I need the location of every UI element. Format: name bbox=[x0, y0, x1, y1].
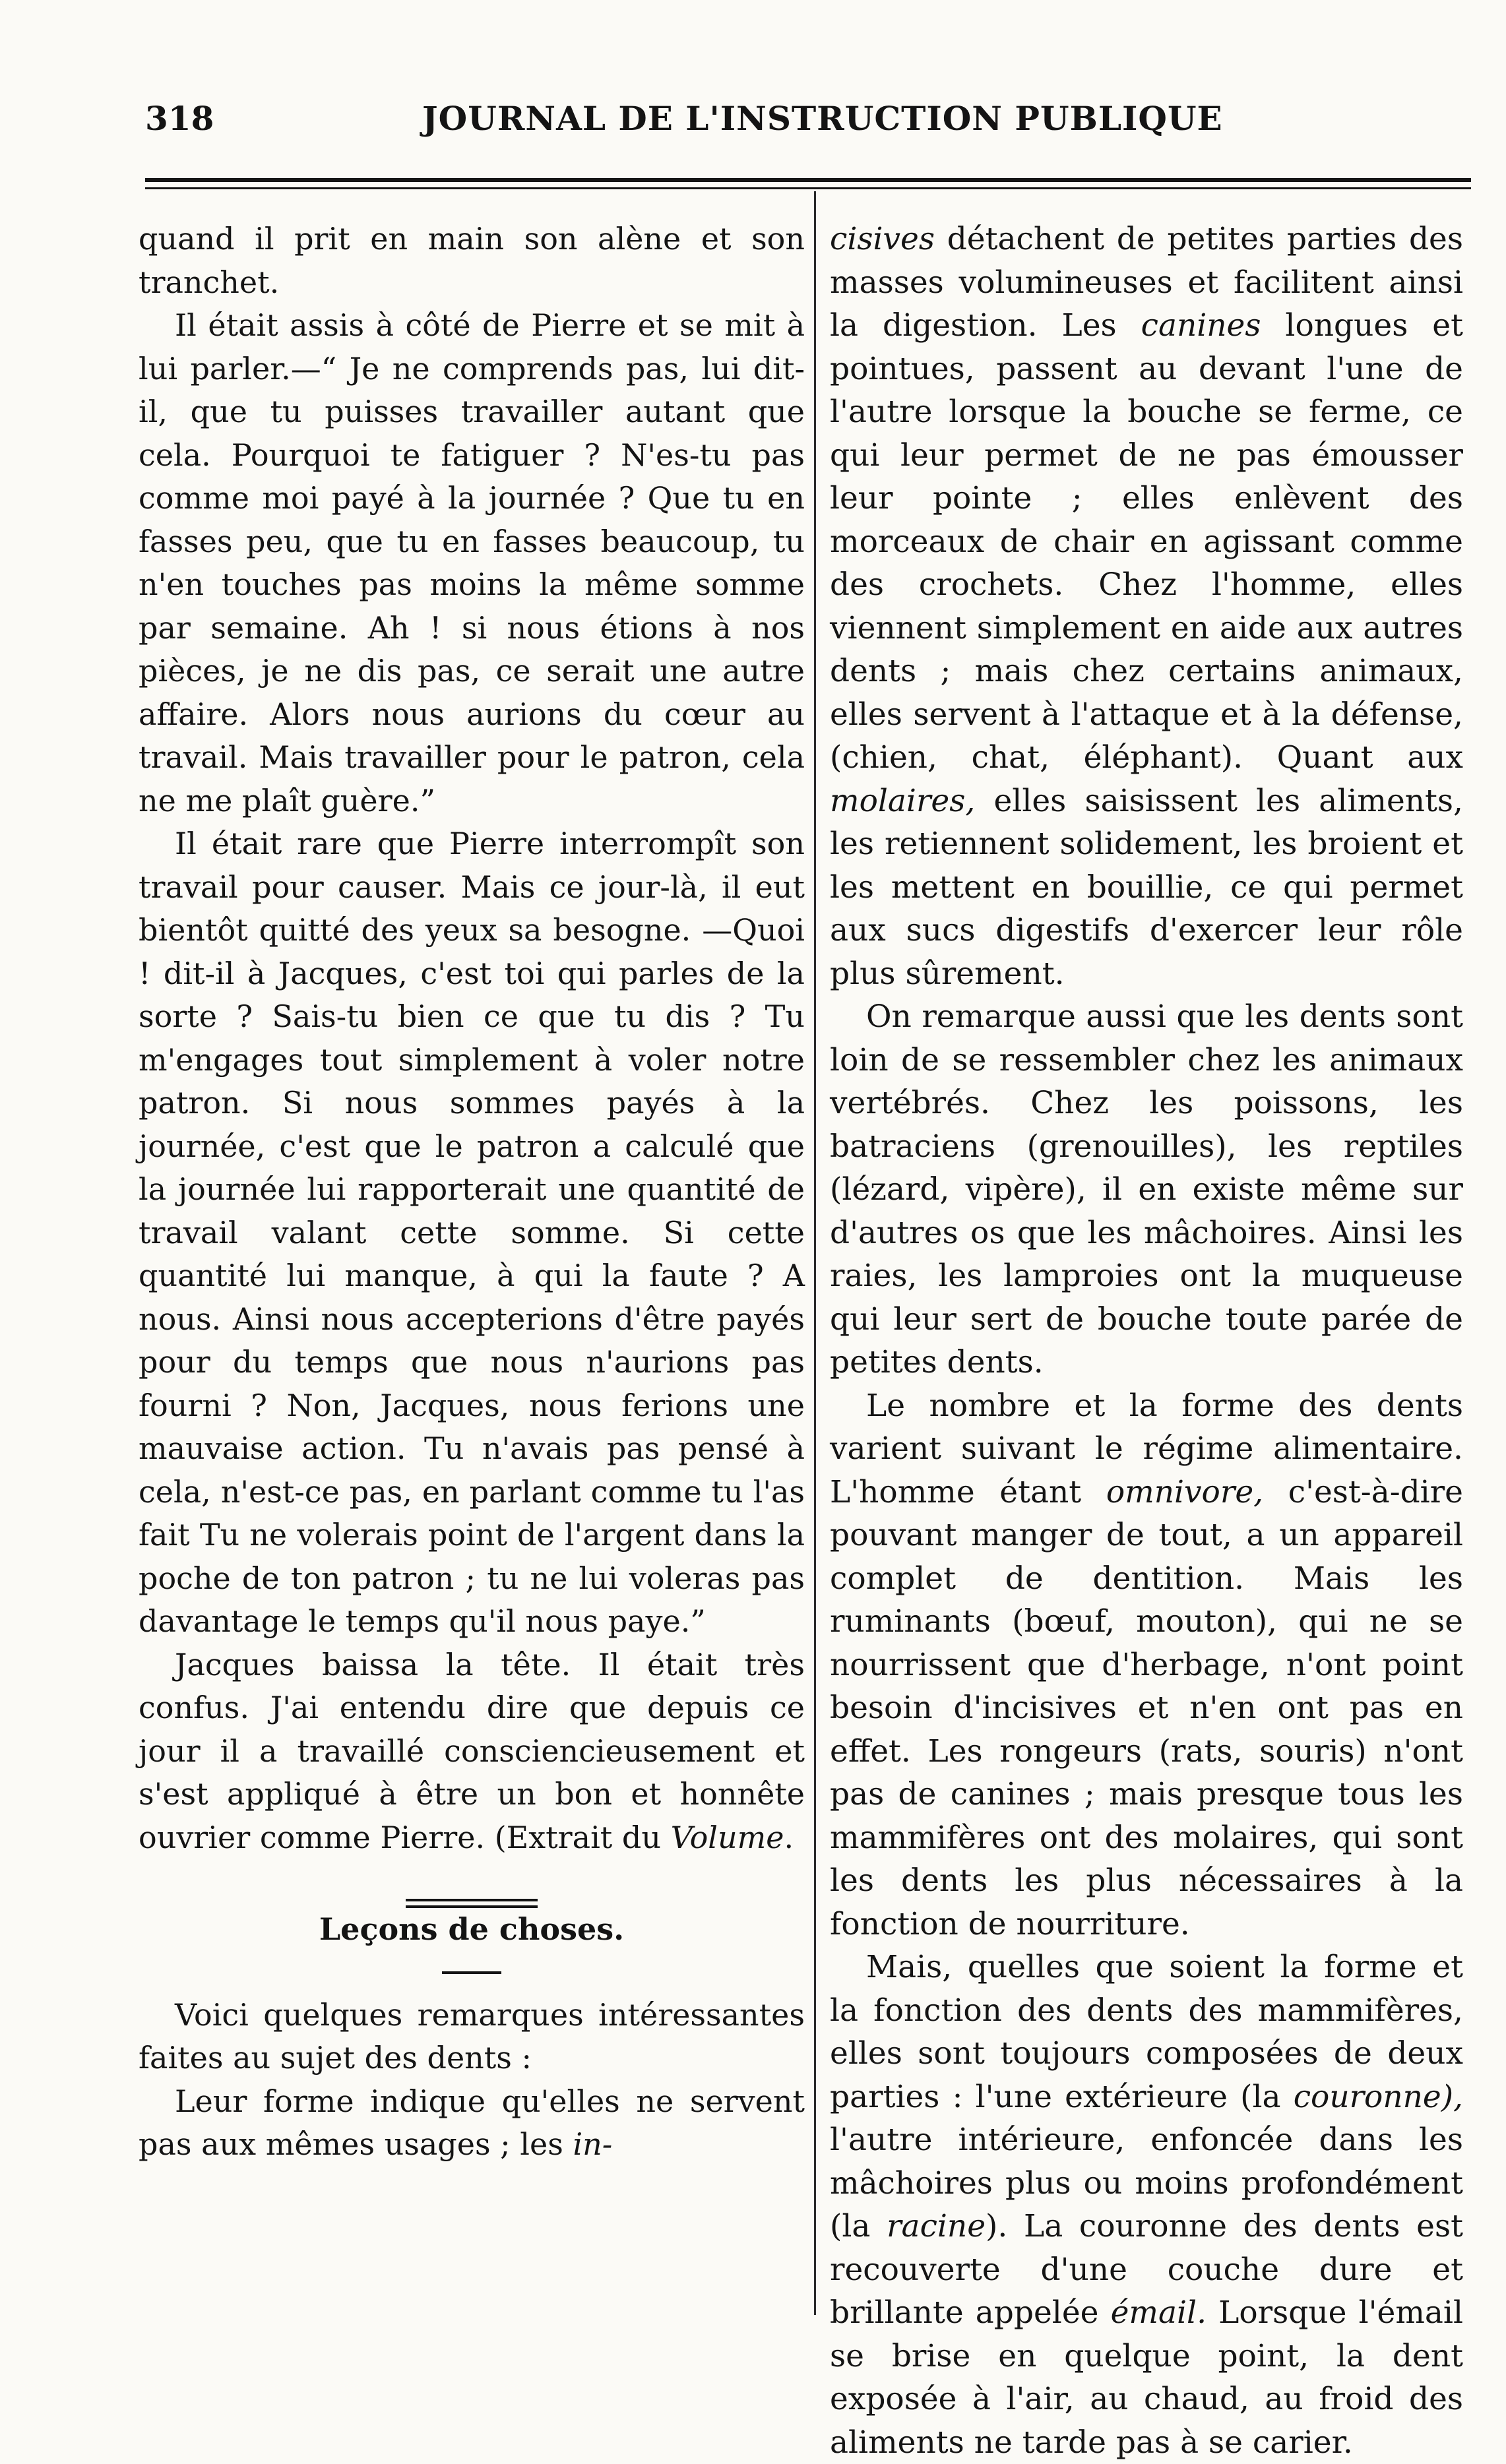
left-column bbox=[139, 218, 805, 2167]
term-molaires: molaires, bbox=[830, 782, 976, 819]
structure-text-d: Lorsque l'émail se brise en quelque point, la dent exposée à l'air, au chaud, au froid des aliments ne tarde pas à se carier. bbox=[830, 2295, 1463, 2461]
term-omnivore: omnivore, bbox=[1106, 1473, 1264, 1510]
term-canines: canines bbox=[1141, 307, 1261, 344]
source-title: Volume bbox=[670, 1819, 784, 1855]
column-divider bbox=[814, 191, 816, 2315]
paragraph-diet bbox=[830, 1384, 1463, 1946]
paragraph-teeth-types bbox=[830, 218, 1463, 995]
teeth-types-text-b: longues et pointues, passent au devant l'une de l'autre lorsque la bouche se ferme, ce qui leur permet de ne pas émousser leur pointe ; elles enlèvent des morceaux de chair en agissant comme des crochets. Chez l'homme, elles viennent simplement en aide aux autres dents ; mais chez certains animaux, elles servent à l'attaque et à la défense, (chien, chat, éléphant). Quant aux bbox=[830, 307, 1463, 776]
paragraph-structure bbox=[830, 1946, 1463, 2464]
structure-text-c: ). La couronne des dents est recouverte d'une couche dure et brillante appelée bbox=[830, 2208, 1463, 2331]
diet-text-b: c'est-à-dire pouvant manger de tout, a un appareil complet de dentition. Mais les ruminants (bœuf, mouton), qui ne se nourrissent que d'herbage, n'ont point besoin d'incisives et n'en ont pas en effet. Les rongeurs (rats, souris) n'ont pas de canines ; mais presque tous les mammifères ont des molaires, qui sont les dents les plus nécessaires à la fonction de nourriture. bbox=[830, 1473, 1463, 1942]
page-header bbox=[145, 99, 1451, 152]
page-number: 318 bbox=[145, 99, 214, 138]
running-title: JOURNAL DE L'INSTRUCTION PUBLIQUE bbox=[422, 99, 1223, 138]
teeth-form-text: Leur forme indique qu'elles ne servent pas aux mêmes usages ; les bbox=[139, 2083, 805, 2162]
section-separator bbox=[406, 1899, 538, 1908]
teeth-types-text-c: elles saisissent les aliments, les retiennent solidement, les broient et les mettent en bouillie, ce qui permet aux sucs digestifs d'exercer leur rôle plus sûrement. bbox=[830, 782, 1463, 992]
header-rule-thick bbox=[145, 178, 1471, 182]
paragraph-continuation: quand il prit en main son alène et son tranchet. bbox=[139, 221, 805, 300]
term-email: émail. bbox=[1110, 2295, 1207, 2331]
paragraph-vertebrates: On remarque aussi que les dents sont loin de se ressembler chez les animaux vertébrés. Chez les poissons, les batraciens (grenouilles), les reptiles (lézard, vipère), il en existe même sur d'autres os que les mâchoires. Ainsi les raies, les lamproies ont la muqueuse qui leur sert de bouche toute parée de petites dents. bbox=[830, 999, 1463, 1380]
term-couronne: couronne), bbox=[1293, 2078, 1463, 2115]
section-title: Leçons de choses. bbox=[319, 1911, 625, 1947]
paragraph-intro: Voici quelques remarques intéressantes faites au sujet des dents : bbox=[139, 1996, 805, 2076]
term-racine: racine bbox=[887, 2208, 986, 2244]
section-title-rule bbox=[442, 1971, 501, 1974]
structure-text-b: l'autre intérieure, enfoncée dans les mâchoires plus ou moins profondément (la bbox=[830, 2122, 1463, 2244]
diet-text-a: Le nombre et la forme des dents varient suivant le régime alimentaire. L'homme étant bbox=[830, 1387, 1463, 1510]
teeth-types-text-a: détachent de petites parties des masses volumineuses et facilitent ainsi la digestion. Les bbox=[830, 221, 1463, 344]
paragraph-conclusion bbox=[139, 1644, 805, 1860]
paragraph-teeth-form bbox=[139, 2080, 805, 2167]
paragraph-jacques-speech: Il était assis à côté de Pierre et se mit à lui parler.—“ Je ne comprends pas, lui dit-il, que tu puisses travailler autant que cela. Pourquoi te fatiguer ? N'es-tu pas comme moi payé à la journée ? Que tu en fasses peu, que tu en fasses beaucoup, tu n'en touches pas moins la même somme par semaine. Ah ! si nous étions à nos pièces, je ne dis pas, ce serait une autre affaire. Alors nous aurions du cœur au travail. Mais travailler pour le patron, cela ne me plaît guère.” bbox=[139, 307, 805, 818]
conclusion-text: Jacques baissa la tête. Il était très confus. J'ai entendu dire que depuis ce jour il a travaillé consciencieusement et s'est appliqué à être un bon et honnête ouvrier comme Pierre. (Extrait du bbox=[139, 1646, 805, 1855]
term-incisives: cisives bbox=[830, 221, 935, 257]
structure-text-a: Mais, quelles que soient la forme et la fonction des dents des mammifères, elles sont toujours composées de deux parties : l'une extérieure (la bbox=[830, 1949, 1463, 2115]
paragraph-pierre-reply: Il était rare que Pierre interrompît son travail pour causer. Mais ce jour-là, il eut bientôt quitté des yeux sa besogne. —Quoi ! dit-il à Jacques, c'est toi qui parles de la sorte ? Sais-tu bien ce que tu dis ? Tu m'engages tout simplement à voler notre patron. Si nous sommes payés à la journée, c'est que le patron a calculé que la journée lui rapporterait une quantité de travail valant cette somme. Si cette quantité lui manque, à qui la faute ? A nous. Ainsi nous accepterions d'être payés pour du temps que nous n'aurions pas fourni ? Non, Jacques, nous ferions une mauvaise action. Tu n'avais pas pensé à cela, n'est-ce pas, en parlant comme tu l'as fait Tu ne volerais point de l'argent dans la poche de ton patron ; tu ne lui voleras pas davantage le temps qu'il nous paye.” bbox=[139, 826, 805, 1639]
conclusion-end: . bbox=[784, 1819, 794, 1855]
teeth-form-italic: in- bbox=[573, 2126, 613, 2162]
header-rule-thin bbox=[145, 187, 1471, 189]
right-column bbox=[830, 218, 1463, 2464]
